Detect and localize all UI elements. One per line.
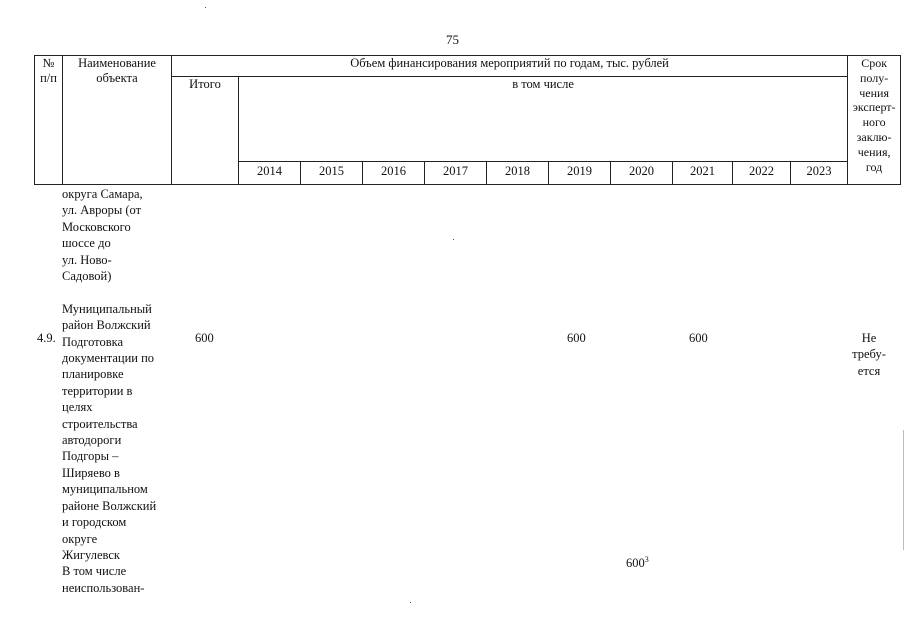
header-term: Срок полу- чения эксперт- ного заклю- чения, год	[848, 56, 901, 185]
row-term: Не требу- ется	[852, 331, 886, 378]
row-value-2021: 600	[689, 331, 708, 345]
header-num: № п/п	[35, 56, 63, 185]
header-year-2023: 2023	[791, 161, 848, 184]
row-name-line: планировке	[62, 367, 124, 382]
row-name-line: районе Волжский	[62, 498, 157, 513]
scan-speck	[205, 7, 206, 8]
row-name-line: муниципальном	[62, 482, 148, 497]
row-name-line: целях	[62, 400, 93, 415]
header-year-2015: 2015	[301, 161, 363, 184]
row-number: 4.9.	[37, 331, 56, 345]
row-name-line: и городском	[62, 515, 127, 530]
continuation-line: ул. Авроры (от	[62, 203, 142, 218]
row-name-line: территории в	[62, 383, 133, 398]
row-total: 600	[195, 331, 214, 345]
scan-edge-line	[903, 430, 904, 550]
page-number: 75	[446, 32, 459, 47]
continuation-line: округа Самара,	[62, 187, 143, 201]
footnote-mark: 3	[644, 554, 649, 564]
header-funding: Объем финансирования мероприятий по годам, тыс. рублей	[172, 56, 848, 77]
header-total: Итого	[172, 76, 239, 184]
header-year-2020: 2020	[611, 161, 673, 184]
row-name-line: округе	[62, 531, 98, 546]
continuation-line: Московского	[62, 219, 131, 234]
group-line: Муниципальный	[62, 301, 152, 316]
scan-speck	[410, 602, 411, 603]
continuation-line: шоссе до	[62, 236, 111, 251]
row-name-line: автодороги	[62, 433, 122, 448]
scan-speck	[453, 239, 454, 240]
header-year-2017: 2017	[425, 161, 487, 184]
header-year-2018: 2018	[487, 161, 549, 184]
row-name-line: Жигулевск	[62, 547, 120, 562]
header-year-2022: 2022	[733, 161, 791, 184]
row-name-line: Ширяево в	[62, 465, 120, 480]
header-year-2019: 2019	[549, 161, 611, 184]
row-value-2019: 600	[567, 331, 586, 345]
continuation-line: ул. Ново-	[62, 252, 112, 267]
row-name-line: документации по	[62, 351, 155, 366]
header-including: в том числе	[239, 76, 848, 161]
header-year-2014: 2014	[239, 161, 301, 184]
header-year-2021: 2021	[673, 161, 733, 184]
header-year-2016: 2016	[363, 161, 425, 184]
row-name-line: Подготовка	[62, 334, 124, 349]
group-line: район Волжский	[62, 318, 151, 333]
footnote-value: $600^3$	[626, 554, 649, 570]
header-table	[34, 55, 901, 185]
row-name-line: строительства	[62, 416, 138, 431]
header-name: Наименование объекта	[63, 56, 172, 185]
footnote-line: В том числе	[62, 564, 127, 579]
continuation-line: Садовой)	[62, 269, 112, 284]
object-name-column	[62, 186, 156, 596]
row-name-line: Подгоры –	[62, 449, 119, 464]
footnote-line: неиспользован-	[62, 580, 145, 595]
